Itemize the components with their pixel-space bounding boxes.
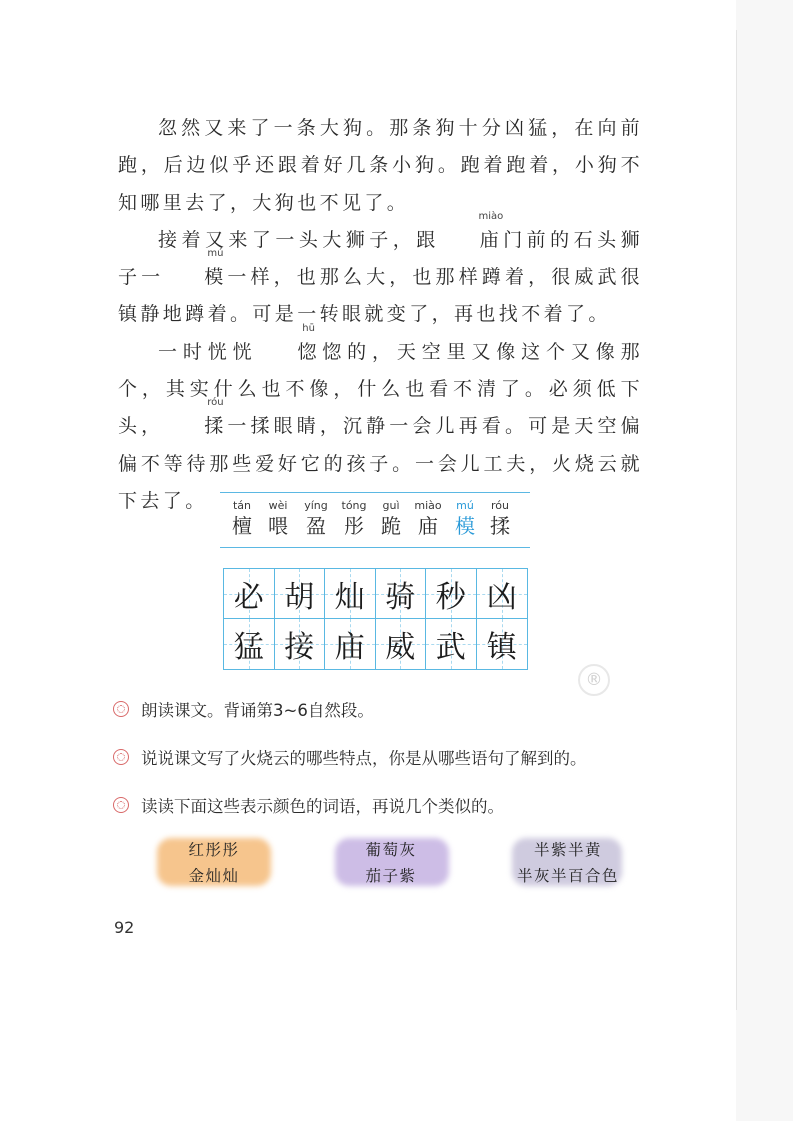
grid-cell: 胡 [275, 569, 326, 619]
grid-cell: 武 [426, 619, 477, 669]
writing-grid [223, 568, 528, 670]
ruby-rou: róu 揉 [204, 397, 227, 438]
vocab-item: wèi 喂 [268, 499, 288, 538]
lesson-text [118, 110, 643, 520]
vocab-item-highlighted: mú 模 [455, 499, 475, 538]
seal-icon [113, 749, 129, 765]
color-words-2: 葡萄灰 茄子紫 [365, 841, 417, 885]
seal-icon [113, 701, 129, 717]
exercise-text: 读读下面这些表示颜色的词语，再说几个类似的。 [141, 797, 504, 816]
paragraph-2: 接着又来了一头大狮子，跟 miào 庙门前的石头狮子一 mú 模一样，也那么大，也那样蹲着，很威武很镇静地蹲着。可是一转眼就变了，再也找不着了。 [118, 210, 643, 326]
grid-cell: 威 [376, 619, 427, 669]
ruby-mu: mú 模 [204, 248, 227, 289]
grid-cell: 秒 [426, 569, 477, 619]
vocab-item: tán 檀 [232, 499, 252, 538]
exercise-1 [113, 697, 374, 721]
grid-cell: 凶 [477, 569, 528, 619]
grid-cell: 必 [224, 569, 275, 619]
ruby-miao: miào 庙 [478, 210, 504, 251]
grid-cell: 镇 [477, 619, 528, 669]
vocabulary-strip [220, 492, 530, 548]
vocab-item: miào 庙 [414, 499, 442, 538]
seal-icon [113, 797, 129, 813]
grid-cell: 庙 [325, 619, 376, 669]
grid-cell: 猛 [224, 619, 275, 669]
grid-cell: 灿 [325, 569, 376, 619]
page-edge [736, 30, 737, 1010]
page-number: 92 [114, 918, 135, 937]
exercise-text: 说说课文写了火烧云的哪些特点，你是从哪些语句了解到的。 [141, 749, 587, 768]
grid-cell: 骑 [376, 569, 427, 619]
exercise-3 [113, 793, 504, 817]
vocab-item: róu 揉 [490, 499, 510, 538]
color-words-1: 红彤彤 金灿灿 [188, 841, 240, 885]
exercise-2 [113, 745, 587, 769]
paragraph-3: 一时恍恍 hū 惚惚的，天空里又像这个又像那个，其实什么也不像，什么也看不清了。必须低下头， róu 揉一揉眼睛，沉静一会儿再看。可是天空偏偏不等待那些爱好它的孩子。一会儿工夫，火烧云就下去了。 [118, 322, 643, 512]
vocab-item: yíng 盈 [304, 499, 328, 538]
registered-mark-icon: ® [578, 664, 610, 696]
vocab-item: guì 跪 [381, 499, 401, 538]
paragraph-1: 忽然又来了一条大狗。那条狗十分凶猛，在向前跑，后边似乎还跟着好几条小狗。跑着跑着，小狗不知哪里去了，大狗也不见了。 [118, 117, 643, 214]
vocab-item: tóng 彤 [341, 499, 367, 538]
exercise-text: 朗读课文。背诵第3~6自然段。 [141, 701, 374, 720]
grid-cell: 接 [275, 619, 326, 669]
color-words-3: 半紫半黄 半灰半百合色 [516, 841, 619, 885]
ruby-hu: hū 惚 [297, 322, 320, 363]
